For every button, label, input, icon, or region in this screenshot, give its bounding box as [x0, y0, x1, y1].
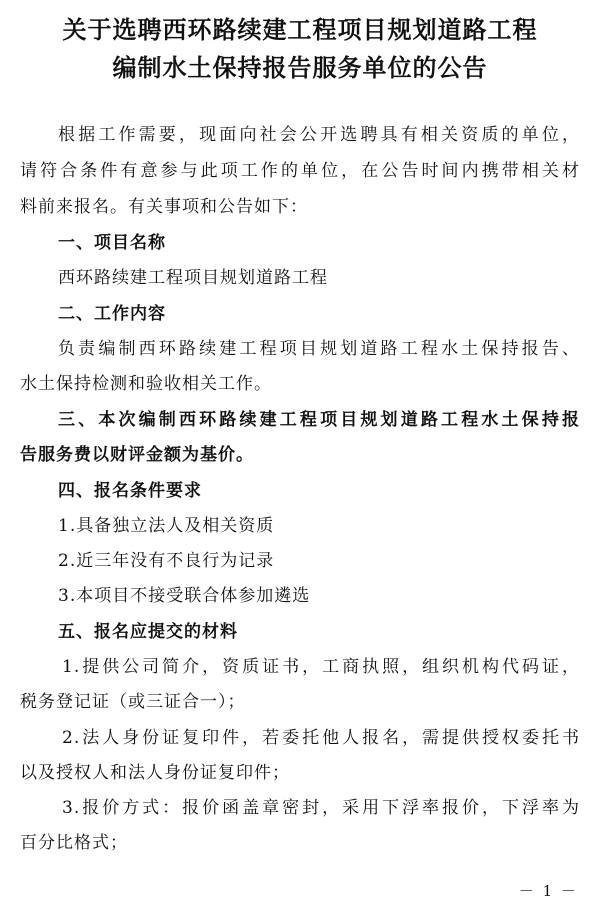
section-5-heading: 五、报名应提交的材料 [58, 622, 238, 642]
section-1-body: 西环路续建工程项目规划道路工程 [58, 268, 328, 288]
section-3-line-2: 告服务费以财评金额为基价。 [20, 445, 254, 465]
section-5-item-3-line-2: 百分比格式； [20, 833, 128, 853]
intro-line-3: 料前来报名。有关事项和公告如下： [20, 197, 308, 217]
section-4-heading: 四、报名条件要求 [58, 481, 202, 501]
intro-line-2: 请符合条件有意参与此项工作的单位，在公告时间内携带相关材 [20, 161, 580, 181]
section-5-item-1-line-2: 税务登记证（或三证合一）； [20, 692, 246, 712]
section-4-item-3: 3.本项目不接受联合体参加遴选 [58, 586, 311, 606]
document-title-line-1: 关于选聘西环路续建工程项目规划道路工程 [62, 16, 538, 44]
section-5-item-3-line-1: 3.报价方式：报价函盖章密封，采用下浮率报价，下浮率为 [62, 798, 580, 818]
section-5-item-2-line-1: 2.法人身份证复印件，若委托他人报名，需提供授权委托书 [62, 728, 580, 748]
section-1-heading: 一、项目名称 [58, 233, 166, 253]
section-4-item-2: 2.近三年没有不良行为记录 [58, 551, 275, 571]
page-number: － 1 － [518, 882, 578, 900]
section-2-body-line-1: 负责编制西环路续建工程项目规划道路工程水土保持报告、 [58, 339, 580, 359]
section-2-body-line-2: 水土保持检测和验收相关工作。 [20, 374, 272, 394]
section-5-item-2-line-2: 以及授权人和法人身份证复印件； [20, 763, 290, 783]
section-5-item-1-line-1: 1.提供公司简介，资质证书，工商执照，组织机构代码证， [62, 657, 580, 677]
intro-line-1: 根据工作需要，现面向社会公开选聘具有相关资质的单位， [58, 125, 580, 145]
section-3-line-1: 三、本次编制西环路续建工程项目规划道路工程水土保持报 [58, 410, 580, 430]
section-4-item-1: 1.具备独立法人及相关资质 [58, 516, 275, 536]
section-2-heading: 二、工作内容 [58, 304, 166, 324]
document-title-line-2: 编制水土保持报告服务单位的公告 [112, 54, 488, 82]
